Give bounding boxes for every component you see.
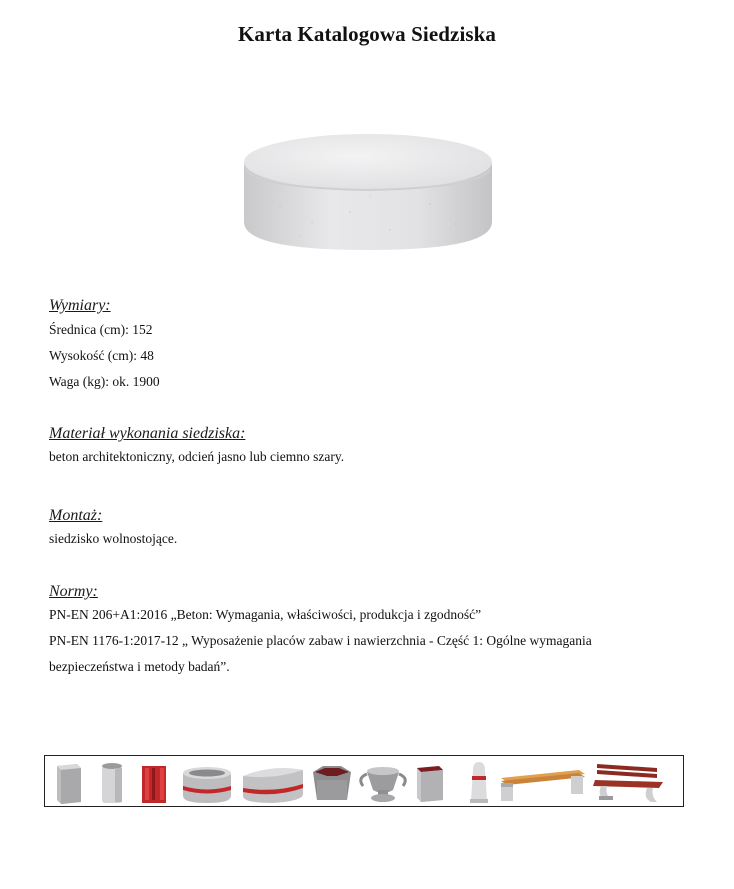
product-thumb-bench-wooden bbox=[501, 770, 585, 801]
section-dimensions bbox=[49, 297, 160, 395]
product-thumb-planter-urn bbox=[361, 767, 406, 802]
mounting-text: siedzisko wolnostojące. bbox=[49, 531, 178, 546]
product-strip bbox=[44, 755, 684, 807]
page-title: Karta Katalogowa Siedziska bbox=[237, 22, 497, 46]
material-text: beton architektoniczny, odcień jasno lub ciemno szary. bbox=[49, 449, 345, 464]
section-heading: Materiał wykonania siedziska: bbox=[49, 425, 246, 442]
section-heading: Normy: bbox=[49, 583, 98, 600]
norm-line: PN-EN 206+A1:2016 „Beton: Wymagania, właściwości, produkcja i zgodność” bbox=[49, 607, 482, 622]
product-thumb-trash-bin-round bbox=[102, 763, 122, 803]
dimension-weight: Waga (kg): ok. 1900 bbox=[49, 374, 160, 389]
product-thumb-planter-cube bbox=[417, 766, 443, 802]
section-norms bbox=[49, 583, 689, 680]
product-thumb-trash-bin-red bbox=[142, 766, 166, 803]
product-thumb-trash-bin-granite bbox=[57, 764, 81, 804]
norm-line: PN-EN 1176-1:2017-12 „ Wyposażenie placów zabaw i nawierzchnia - Część 1: Ogólne wymagania bbox=[49, 633, 592, 648]
dimension-height: Wysokość (cm): 48 bbox=[49, 348, 154, 363]
section-mounting bbox=[49, 507, 177, 552]
section-material bbox=[49, 425, 344, 470]
product-thumb-planter-oval bbox=[243, 768, 303, 803]
norm-line: bezpieczeństwa i metody badań”. bbox=[49, 659, 230, 674]
product-thumb-bollard bbox=[470, 762, 488, 803]
section-heading: Wymiary: bbox=[49, 297, 111, 314]
product-thumb-bench-backrest bbox=[593, 764, 663, 802]
product-image-round-seat bbox=[240, 126, 496, 256]
dimension-diameter: Średnica (cm): 152 bbox=[49, 322, 153, 337]
product-thumb-planter-round bbox=[183, 767, 231, 803]
section-heading: Montaż: bbox=[49, 507, 103, 524]
product-thumb-planter-hexagon bbox=[313, 766, 351, 800]
